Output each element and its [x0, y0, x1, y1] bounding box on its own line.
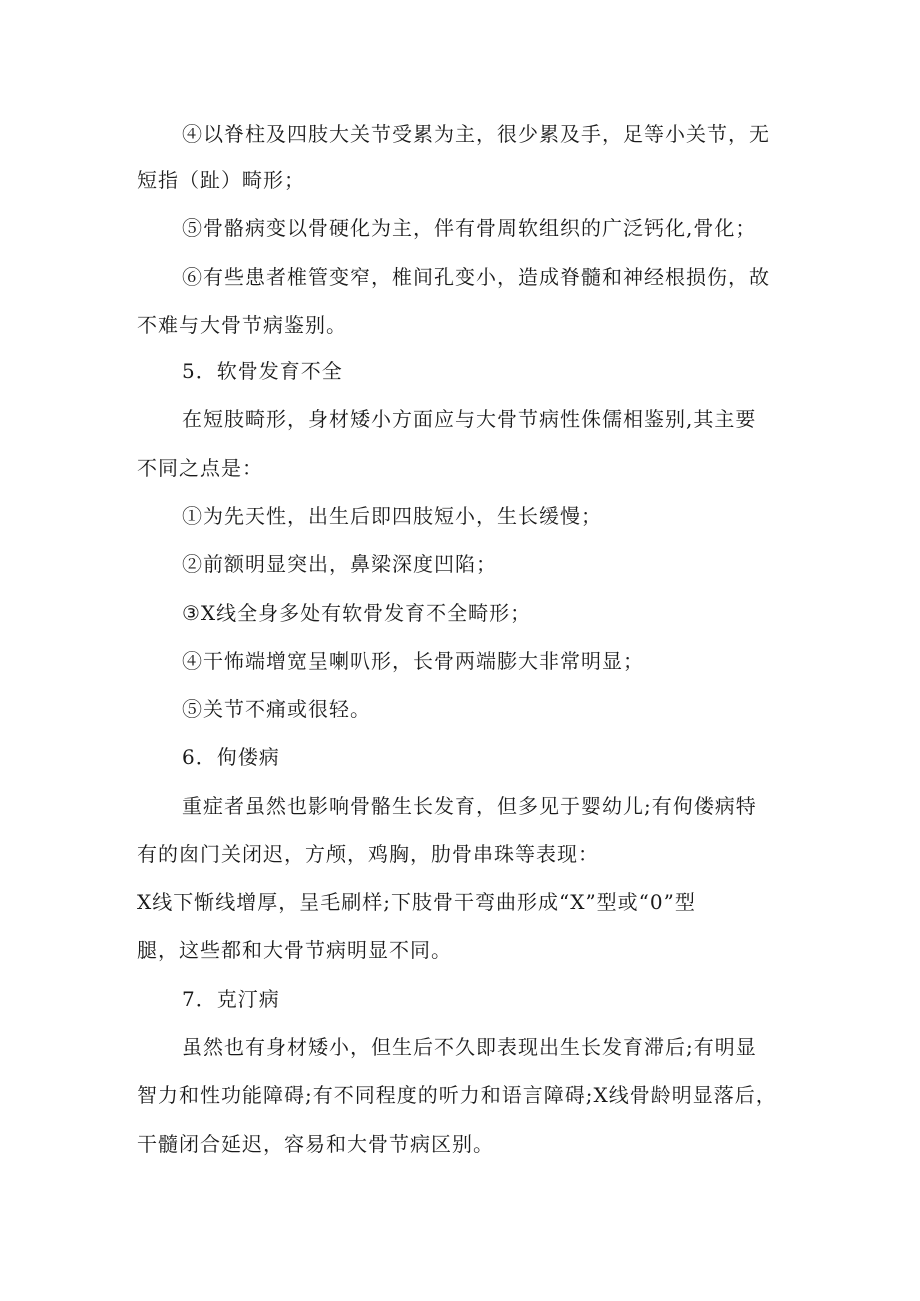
paragraph-line: 不同之点是： — [137, 456, 263, 480]
paragraph-line: 在短肢畸形，身材矮小方面应与大骨节病性侏儒相鉴别,其主要 — [182, 407, 757, 431]
list-item-2: ②前额明显突出，鼻梁深度凹陷； — [182, 552, 497, 576]
paragraph-line: X线下惭线增厚，呈毛刷样;下肢骨干弯曲形成“X”型或“0”型 — [137, 890, 696, 914]
list-item-5: ⑤关节不痛或很轻。 — [182, 697, 371, 721]
text-line: 不难与大骨节病鉴别。 — [137, 313, 347, 337]
section-heading-5: 5．软骨发育不全 — [182, 359, 343, 383]
list-item-6-stenosis: ⑥有些患者椎管变窄，椎间孔变小，造成脊髓和神经根损伤，故 — [182, 265, 770, 289]
paragraph-line: 重症者虽然也影响骨骼生长发育，但多见于婴幼儿;有佝偻病特 — [182, 794, 757, 818]
section-heading-7: 7．克汀病 — [182, 987, 280, 1011]
text-line: 短指（趾）畸形； — [137, 168, 305, 192]
list-item-3: ③X线全身多处有软骨发育不全畸形； — [182, 601, 532, 625]
paragraph-line: 有的囱门关闭迟，方颅，鸡胸，肋骨串珠等表现： — [137, 842, 599, 866]
list-item-4: ④干怖端增宽呈喇叭形，长骨两端膨大非常明显； — [182, 649, 644, 673]
list-item-5-sclerosis: ⑤骨骼病变以骨硬化为主，伴有骨周软组织的广泛钙化,骨化； — [182, 216, 757, 240]
section-heading-6: 6．佝偻病 — [182, 745, 280, 769]
paragraph-line: 智力和性功能障碍;有不同程度的听力和语言障碍;X线骨龄明显落后， — [137, 1083, 777, 1107]
paragraph-line: 干髓闭合延迟，容易和大骨节病区别。 — [137, 1132, 494, 1156]
list-item-1: ①为先天性，出生后即四肢短小，生长缓慢； — [182, 504, 602, 528]
paragraph-line: 腿，这些都和大骨节病明显不同。 — [137, 938, 452, 962]
list-item-4-spine: ④以脊柱及四肢大关节受累为主，很少累及手，足等小关节，无 — [182, 122, 770, 146]
paragraph-line: 虽然也有身材矮小，但生后不久即表现出生长发育滞后;有明显 — [182, 1035, 757, 1059]
